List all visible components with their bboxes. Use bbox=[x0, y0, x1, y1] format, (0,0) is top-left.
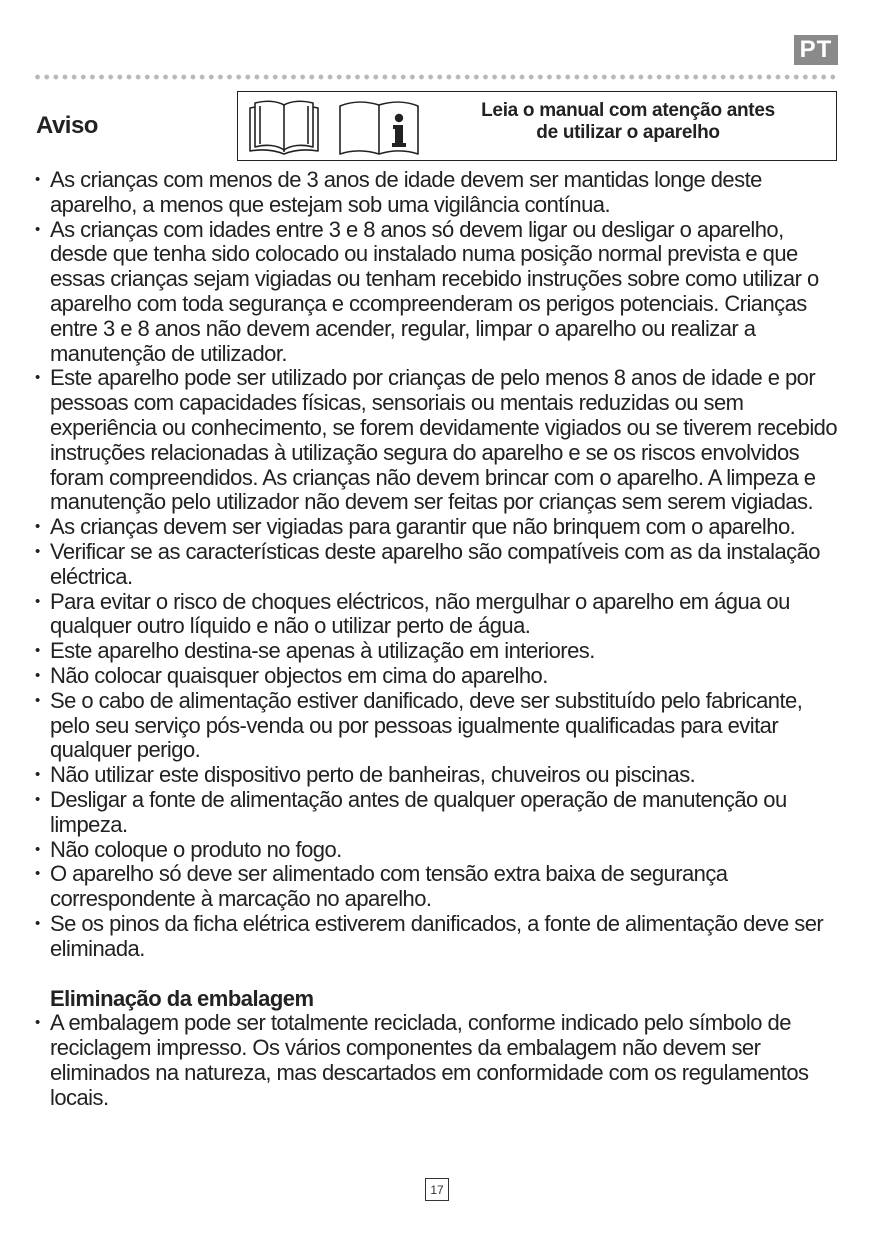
page-number: 17 bbox=[425, 1178, 449, 1201]
list-item: • Se o cabo de alimentação estiver danificado, deve ser substituído pelo fabricante, pelo seu serviço pós-venda ou por pessoas igualmente qualificadas para evitar qualquer perigo. bbox=[34, 689, 840, 763]
packaging-list bbox=[34, 1011, 840, 1110]
open-manual-icon bbox=[244, 98, 324, 156]
list-item: • Para evitar o risco de choques eléctricos, não mergulhar o aparelho em água ou qualquer outro líquido e não o utilizar perto de água. bbox=[34, 590, 840, 640]
list-item: • A embalagem pode ser totalmente reciclada, conforme indicado pelo símbolo de reciclagem impresso. Os vários componentes da embalagem não devem ser eliminados na natureza, mas descartados em conformidade com os regulamentos locais. bbox=[34, 1011, 840, 1110]
list-item: • Verificar se as características deste aparelho são compatíveis com as da instalação eléctrica. bbox=[34, 540, 840, 590]
list-item: • Não colocar quaisquer objectos em cima do aparelho. bbox=[34, 664, 840, 689]
notice-line-1: Leia o manual com atenção antes bbox=[481, 100, 775, 121]
list-item: • O aparelho só deve ser alimentado com tensão extra baixa de segurança correspondente à marcação no aparelho. bbox=[34, 862, 840, 912]
warning-list bbox=[34, 168, 840, 962]
list-item: • As crianças com idades entre 3 e 8 anos só devem ligar ou desligar o aparelho, desde que tenha sido colocado ou instalado numa posição normal prevista e que essas crianças sejam vigiadas ou tenham recebido instruções sobre como utilizar o aparelho com toda segurança e ccompreenderam os perigos potenciais. Crianças entre 3 e 8 anos não devem acender, regular, limpar o aparelho ou realizar a manutenção de utilizador. bbox=[34, 218, 840, 367]
packaging-heading: Eliminação da embalagem bbox=[50, 985, 314, 1011]
list-item: • Este aparelho destina-se apenas à utilização em interiores. bbox=[34, 639, 840, 664]
section-title: Aviso bbox=[36, 112, 98, 139]
list-item: • Não coloque o produto no fogo. bbox=[34, 838, 840, 863]
list-item: • Desligar a fonte de alimentação antes de qualquer operação de manutenção ou limpeza. bbox=[34, 788, 840, 838]
information-icon bbox=[336, 98, 422, 158]
list-item: • As crianças com menos de 3 anos de idade devem ser mantidas longe deste aparelho, a menos que estejam sob uma vigilância contínua. bbox=[34, 168, 840, 218]
language-badge: PT bbox=[794, 35, 838, 65]
notice-text bbox=[438, 100, 818, 144]
warnings-content bbox=[34, 168, 840, 1110]
list-item: • As crianças devem ser vigiadas para garantir que não brinquem com o aparelho. bbox=[34, 515, 840, 540]
list-item: • Não utilizar este dispositivo perto de banheiras, chuveiros ou piscinas. bbox=[34, 763, 840, 788]
list-item: • Se os pinos da ficha elétrica estiverem danificados, a fonte de alimentação deve ser eliminada. bbox=[34, 912, 840, 962]
list-item: • Este aparelho pode ser utilizado por crianças de pelo menos 8 anos de idade e por pessoas com capacidades físicas, sensoriais ou mentais reduzidas ou sem experiência ou conhecimento, se forem devidamente vigiados ou se tiverem recebido instruções relacionadas à utilização segura do aparelho e se os riscos envolvidos foram compreendidos. As crianças não devem brincar com o aparelho. A limpeza e manutenção pelo utilizador não devem ser feitas por crianças sem serem vigiadas. bbox=[34, 366, 840, 515]
read-manual-notice bbox=[237, 91, 837, 161]
notice-line-2: de utilizar o aparelho bbox=[536, 122, 720, 143]
dotted-divider bbox=[33, 74, 839, 80]
